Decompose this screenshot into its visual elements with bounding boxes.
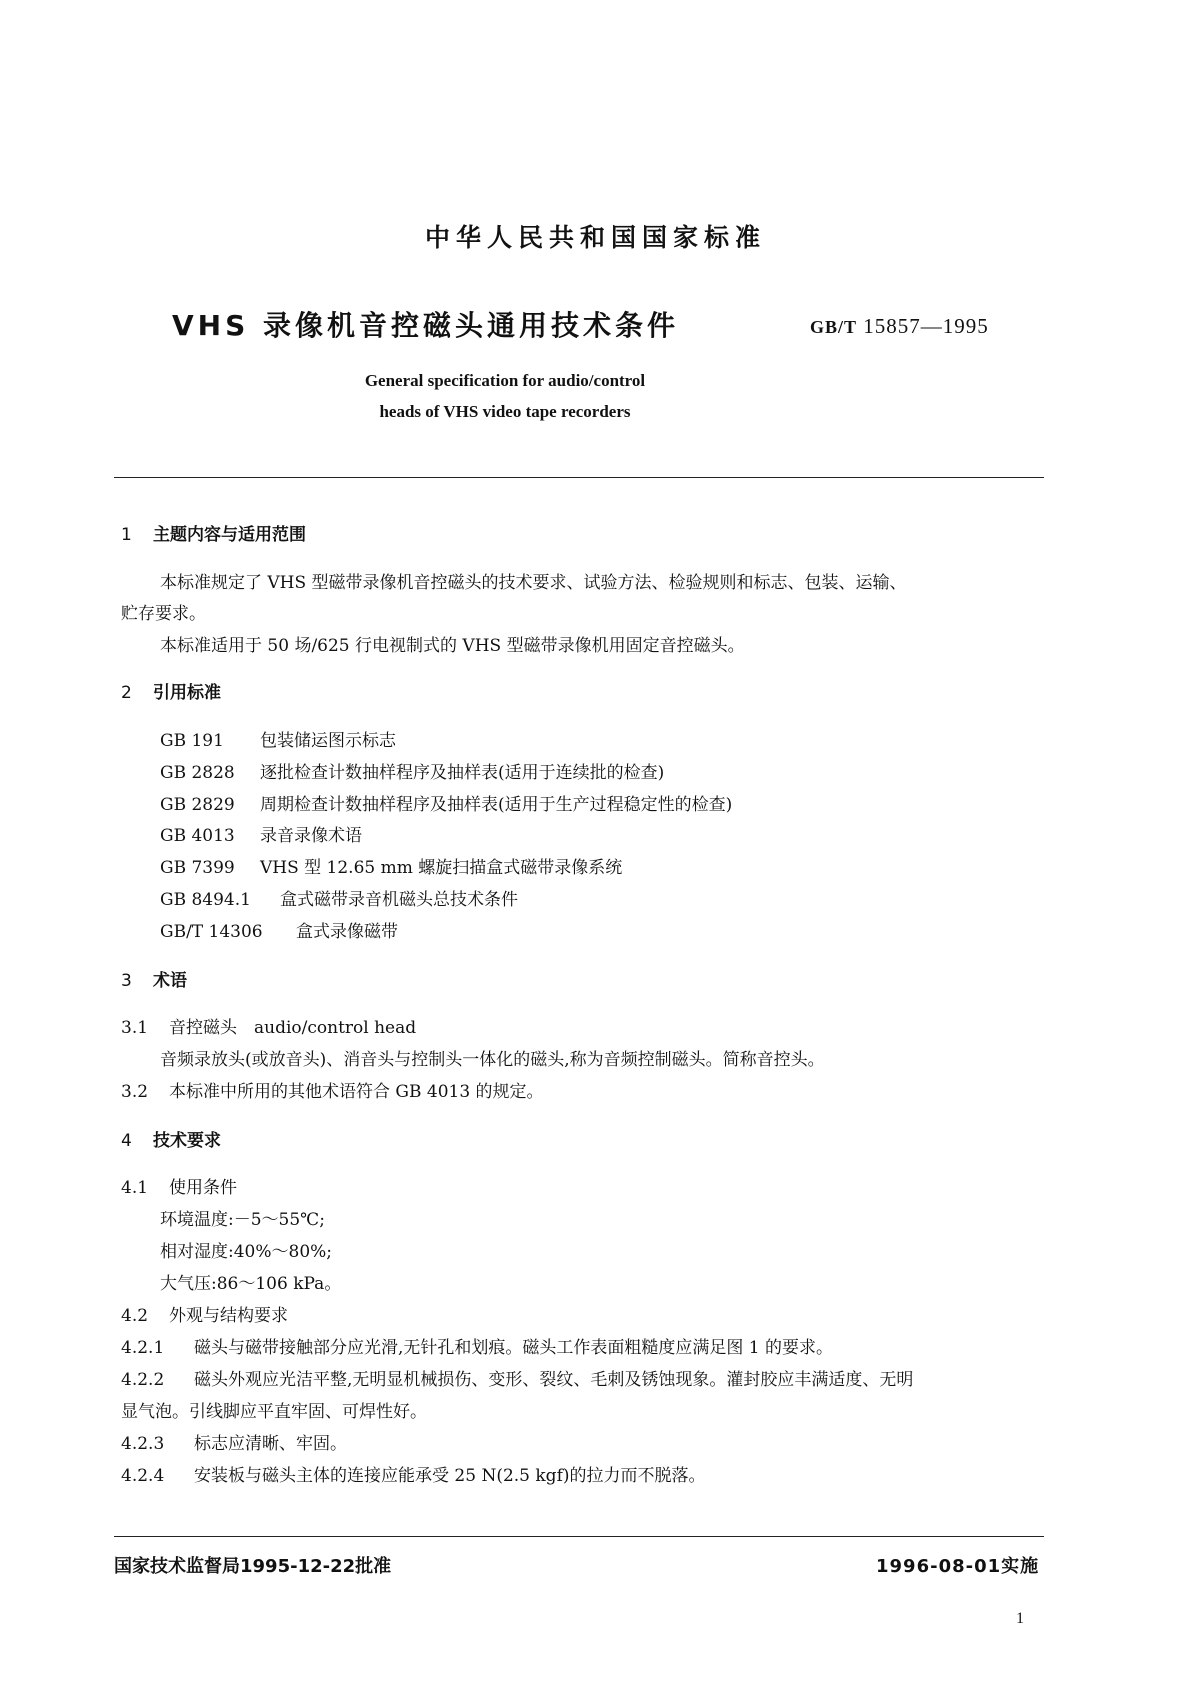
reference-title: 盒式录像磁带 <box>296 922 398 942</box>
reference-code: GB 4013 <box>160 826 235 846</box>
reference-item <box>160 853 622 878</box>
footer-divider <box>114 1536 1044 1537</box>
effective-date: 1996-08-01实施 <box>876 1556 1040 1577</box>
clause-4-2-2-text: 磁头外观应光洁平整,无明显机械损伤、变形、裂纹、毛刺及锈蚀现象。灌封胶应丰满适度、无明 <box>194 1370 914 1390</box>
condition-humidity: 相对湿度:40%～80%; <box>160 1242 333 1262</box>
clause-4-2-3-number: 4.2.3 <box>121 1434 165 1454</box>
clause-3-2-number: 3.2 <box>121 1082 149 1102</box>
clause-4-2-title: 外观与结构要求 <box>169 1306 288 1326</box>
clause-3-2-text: 本标准中所用的其他术语符合 GB 4013 的规定。 <box>169 1082 544 1102</box>
section-2-heading <box>121 678 221 703</box>
section-3-heading <box>121 966 187 991</box>
approval-note: 国家技术监督局1995-12-22批准 <box>114 1556 392 1577</box>
reference-item <box>160 885 518 910</box>
document-prefix: GB/T <box>810 317 858 337</box>
clause-4-2-1 <box>121 1333 833 1358</box>
clause-4-1-number: 4.1 <box>121 1178 149 1198</box>
clause-4-1-title: 使用条件 <box>169 1178 237 1198</box>
reference-code: GB 2828 <box>160 763 235 783</box>
reference-code: GB 7399 <box>160 858 235 878</box>
condition-pressure: 大气压:86～106 kPa。 <box>160 1274 342 1294</box>
clause-4-2-1-text: 磁头与磁带接触部分应光滑,无针孔和划痕。磁头工作表面粗糙度应满足图 1 的要求。 <box>194 1338 834 1358</box>
clause-4-2-4-number: 4.2.4 <box>121 1466 165 1486</box>
condition-temperature: 环境温度:－5～55℃; <box>160 1210 325 1230</box>
reference-item <box>160 726 396 751</box>
reference-title: 包装储运图示标志 <box>260 731 396 751</box>
reference-title: 录音录像术语 <box>260 826 362 846</box>
clause-4-2-4-text: 安装板与磁头主体的连接应能承受 25 N(2.5 kgf)的拉力而不脱落。 <box>194 1466 706 1486</box>
section-1-heading <box>121 520 306 545</box>
clause-3-1-term: 音控磁头 audio/control head <box>169 1018 417 1038</box>
reference-title: 周期检查计数抽样程序及抽样表(适用于生产过程稳定性的检查) <box>260 795 733 815</box>
reference-code: GB 8494.1 <box>160 890 251 910</box>
section-4-title: 技术要求 <box>153 1131 221 1151</box>
section-4-heading <box>121 1126 221 1151</box>
reference-item <box>160 917 398 942</box>
clause-4-2-number: 4.2 <box>121 1306 149 1326</box>
section-1-number: 1 <box>121 525 132 545</box>
reference-title: 逐批检查计数抽样程序及抽样表(适用于连续批的检查) <box>260 763 665 783</box>
document-number-value: 15857—1995 <box>863 314 989 338</box>
section-2-title: 引用标准 <box>153 683 221 703</box>
section-4-number: 4 <box>121 1131 132 1151</box>
clause-3-1-definition: 音频录放头(或放音头)、消音头与控制头一体化的磁头,称为音频控制磁头。简称音控头。 <box>160 1050 825 1070</box>
clause-4-2-1-number: 4.2.1 <box>121 1338 165 1358</box>
document-title-cn: VHS 录像机音控磁头通用技术条件 <box>172 309 680 342</box>
reference-title: VHS 型 12.65 mm 螺旋扫描盒式磁带录像系统 <box>260 858 623 878</box>
section-3-number: 3 <box>121 971 132 991</box>
clause-3-1 <box>121 1013 416 1038</box>
reference-item <box>160 821 362 846</box>
reference-item <box>160 758 664 783</box>
clause-4-2-2 <box>121 1365 913 1390</box>
document-title-en-line1: General specification for audio/control <box>364 371 646 390</box>
reference-title: 盒式磁带录音机磁头总技术条件 <box>280 890 518 910</box>
section-1-paragraph-1-line-2: 贮存要求。 <box>121 604 206 624</box>
section-1-title: 主题内容与适用范围 <box>153 525 306 545</box>
clause-4-2-3-text: 标志应清晰、牢固。 <box>194 1434 347 1454</box>
section-1-paragraph-1-line-1: 本标准规定了 VHS 型磁带录像机音控磁头的技术要求、试验方法、检验规则和标志、包装、运输、 <box>160 573 907 593</box>
reference-code: GB 2829 <box>160 795 235 815</box>
clause-4-2-2-number: 4.2.2 <box>121 1370 165 1390</box>
reference-code: GB 191 <box>160 731 224 751</box>
page-number: 1 <box>1016 1610 1024 1627</box>
section-1-paragraph-2: 本标准适用于 50 场/625 行电视制式的 VHS 型磁带录像机用固定音控磁头。 <box>160 636 745 656</box>
clause-3-1-number: 3.1 <box>121 1018 149 1038</box>
clause-4-2-2-continuation: 显气泡。引线脚应平直牢固、可焊性好。 <box>121 1402 427 1422</box>
standard-name: 中华人民共和国国家标准 <box>424 223 766 252</box>
section-2-number: 2 <box>121 683 132 703</box>
clause-4-2-4 <box>121 1461 706 1486</box>
clause-4-1 <box>121 1173 237 1198</box>
document-title-en-line2: heads of VHS video tape recorders <box>379 402 631 421</box>
reference-code: GB/T 14306 <box>160 922 263 942</box>
clause-4-2-3 <box>121 1429 347 1454</box>
clause-4-2 <box>121 1301 288 1326</box>
reference-item <box>160 790 732 815</box>
header-divider <box>114 477 1044 478</box>
document-number <box>810 314 989 339</box>
clause-3-2 <box>121 1077 544 1102</box>
section-3-title: 术语 <box>153 971 187 991</box>
